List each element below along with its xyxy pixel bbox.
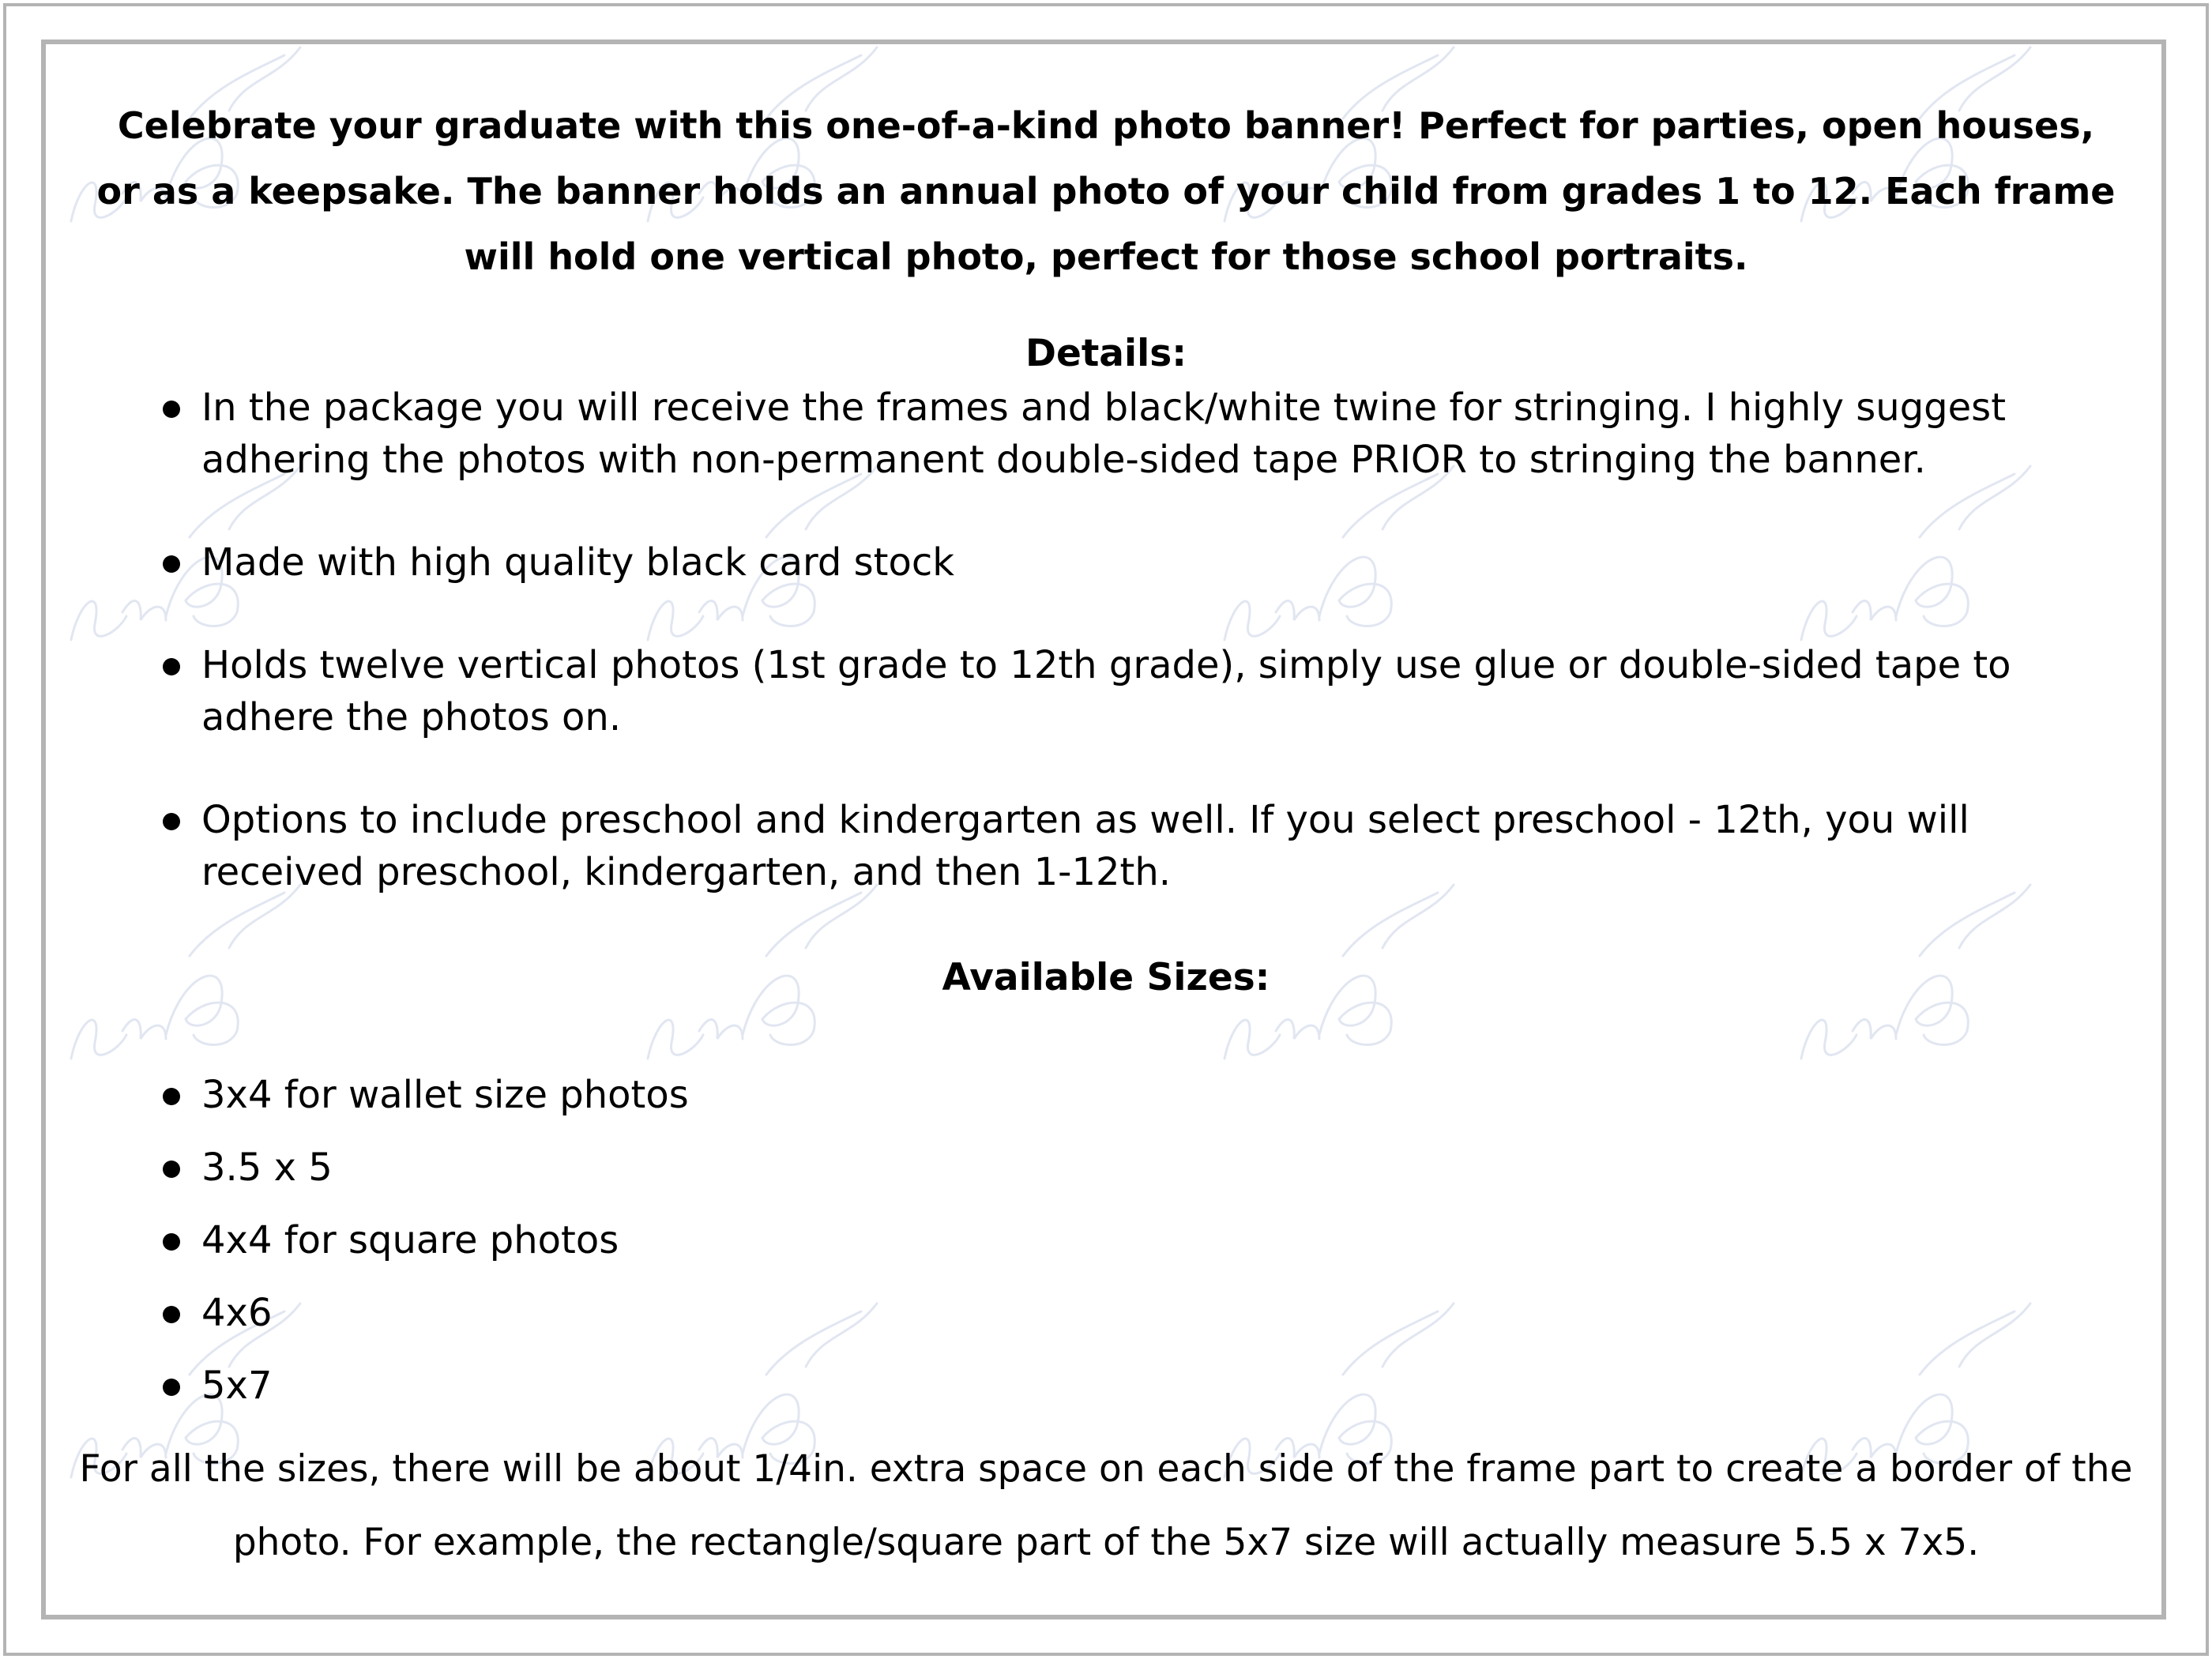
bullet-icon: [163, 658, 180, 675]
size-item-text: 3x4 for wallet size photos: [201, 1073, 689, 1117]
size-item: [79, 1142, 2133, 1194]
details-item-text: In the package you will receive the frames and black/white twine for stringing. I highly suggest adhering the photos with non-permanent double-sided tape PRIOR to stringing the banner.: [201, 386, 2007, 482]
bullet-icon: [163, 555, 180, 573]
size-item-text: 3.5 x 5: [201, 1146, 333, 1190]
details-item-text: Holds twelve vertical photos (1st grade to 12th grade), simply use glue or double-sided tape to adhere the photos on.: [201, 643, 2011, 739]
intro-paragraph: Celebrate your graduate with this one-of-a-kind photo banner! Perfect for parties, open houses, or as a keepsake. The banner holds an annual photo of your child from grades 1 to 12. Each frame will hold one vertical photo, perfect for those school portraits.: [96, 104, 2116, 278]
details-item: [79, 382, 2133, 486]
size-item-text: 4x6: [201, 1291, 273, 1335]
bullet-icon: [163, 1161, 180, 1178]
bullet-icon: [163, 1233, 180, 1251]
details-item: [79, 639, 2133, 743]
size-item: [79, 1069, 2133, 1121]
available-sizes-heading: Available Sizes:: [942, 956, 1270, 999]
details-item-text: Options to include preschool and kindergarten as well. If you select preschool - 12th, you will received preschool, kindergarten, and then 1-12th.: [201, 798, 1969, 894]
closing-paragraph: For all the sizes, there will be about 1/4in. extra space on each side of the frame part to create a border of the photo. For example, the rectangle/square part of the 5x7 size will actually measure 5.5 x 7x5.: [79, 1447, 2133, 1564]
details-item: [79, 536, 2133, 589]
sizes-list: [79, 1069, 2133, 1412]
bullet-icon: [163, 1306, 180, 1323]
size-item-text: 4x4 for square photos: [201, 1218, 619, 1262]
bullet-icon: [163, 1088, 180, 1105]
details-list: [79, 382, 2133, 898]
bullet-icon: [163, 401, 180, 418]
document-content: [79, 93, 2133, 1579]
size-item: [79, 1287, 2133, 1339]
bullet-icon: [163, 1379, 180, 1396]
details-item-text: Made with high quality black card stock: [201, 540, 955, 585]
details-item: [79, 794, 2133, 898]
details-heading: Details:: [1025, 332, 1187, 375]
size-item: [79, 1360, 2133, 1412]
bullet-icon: [163, 813, 180, 830]
size-item-text: 5x7: [201, 1364, 273, 1408]
size-item: [79, 1214, 2133, 1266]
